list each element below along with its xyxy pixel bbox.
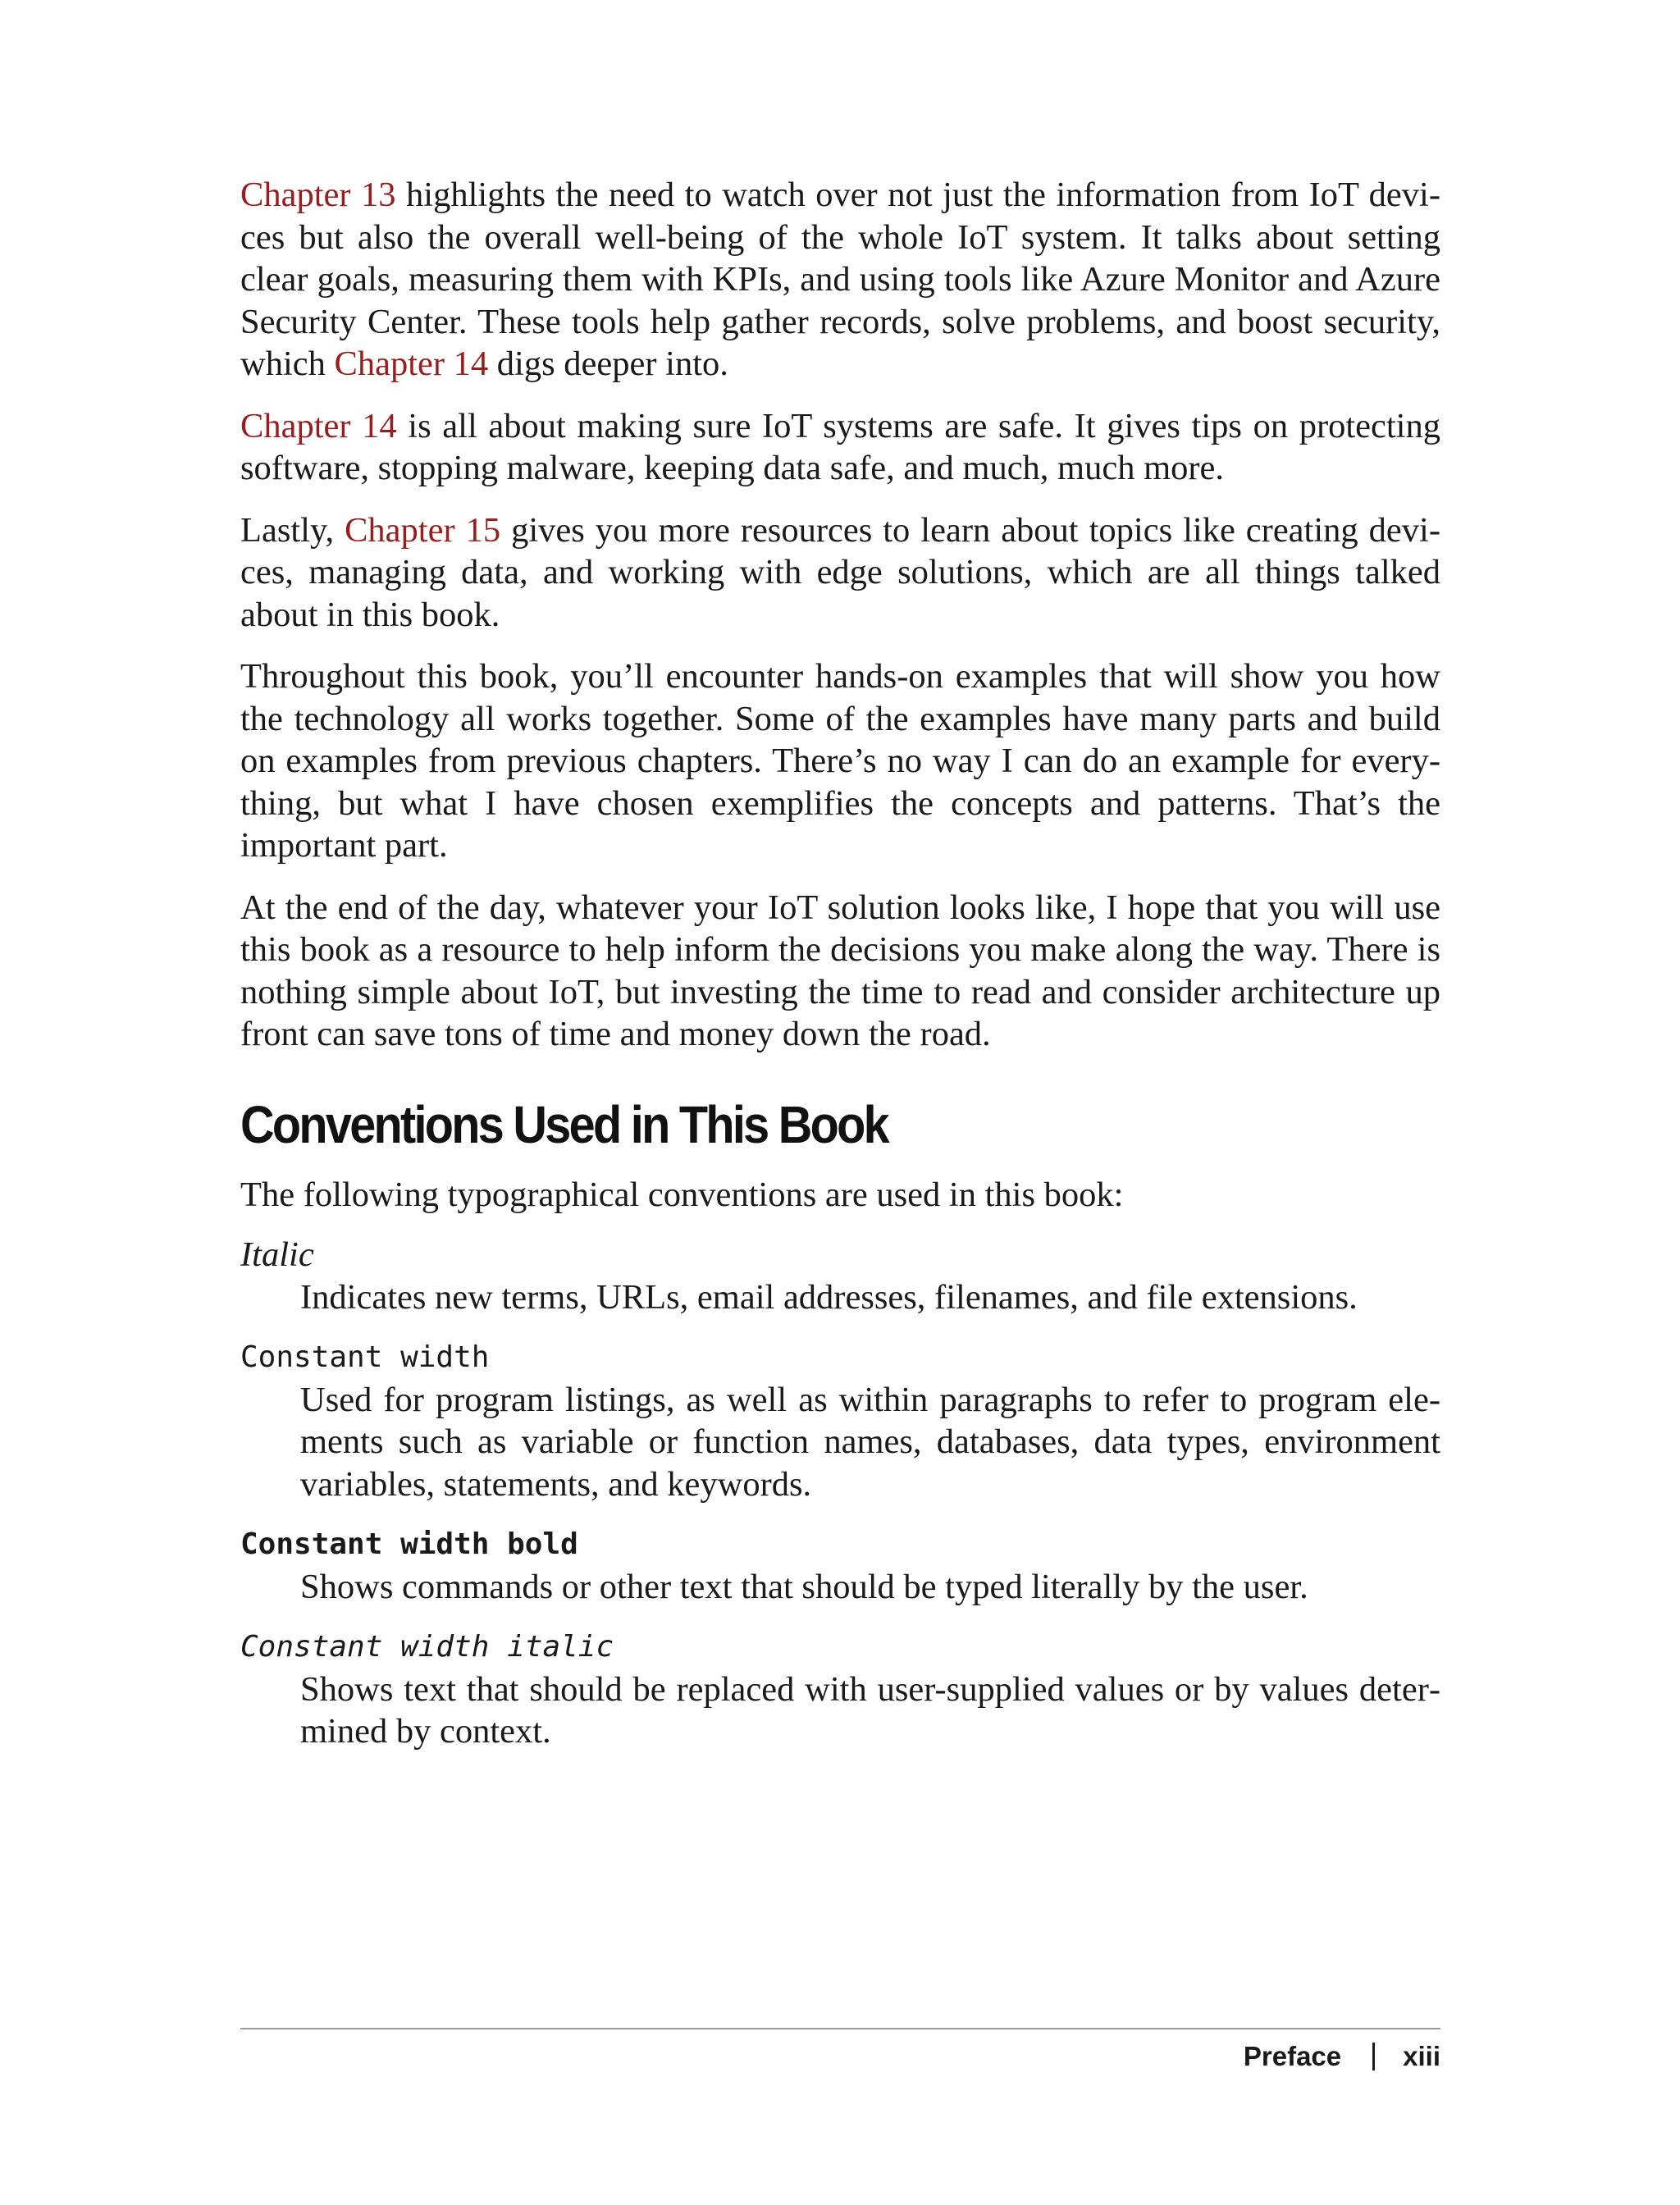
- section-heading-conventions: Conventions Used in This Book: [240, 1094, 888, 1154]
- paragraph-chapter-15: [240, 509, 1440, 637]
- paragraph-hands-on-examples: Throughout this book, you’ll encounter hands-on examples that will show you how the technology all works together. Some of the examples have many parts and build on examples from previous chapters. There’s no way I can do an example for everything, but what I have chosen exemplifies the concepts and patterns. That’s the important part.: [240, 657, 1440, 865]
- footer-separator: [1372, 2043, 1375, 2070]
- paragraph-chapter-14: [240, 405, 1440, 490]
- paragraph-chapter-13: [240, 174, 1440, 386]
- page-content: [240, 174, 1440, 1771]
- paragraph-text: highlights the need to watch over not just the information from IoT devices but also the overall well-being of the whole IoT system. It talks about setting clear goals, measuring them with KPIs, and using tools like Azure Monitor and Azure Security Center. These tools help gather records, solve problems, and boost security, which: [240, 176, 1440, 383]
- chapter-14-link[interactable]: Chapter 14: [334, 345, 489, 383]
- paragraph-text: digs deeper into.: [488, 345, 728, 383]
- paragraph-end-of-day: At the end of the day, whatever your IoT solution looks like, I hope that you will use this book as a resource to help inform the decisions you make along the way. There is nothing simple about IoT, but investing the time to read and consider architecture up front can save tons of time and money down the road.: [240, 888, 1440, 1053]
- footer-divider: [240, 2028, 1440, 2029]
- paragraph-text: gives you more resources to learn about topics like creating devices, managing data, and working with edge solutions, which are all things talked about in this book.: [240, 510, 1440, 634]
- convention-description: Shows commands or other text that should be typed literally by the user.: [300, 1567, 1308, 1606]
- page-footer: [1244, 2037, 1440, 2076]
- convention-description: Used for program listings, as well as within paragraphs to refer to program elements such as variable or function names, databases, data types, environment variables, statements, and keywords.: [300, 1380, 1440, 1504]
- paragraph-text: is all about making sure IoT systems are safe. It gives tips on protecting software, stopping malware, keeping data safe, and much, much more.: [240, 406, 1440, 487]
- convention-description: Indicates new terms, URLs, email addresses, filenames, and file extensions.: [300, 1277, 1358, 1317]
- conventions-intro: The following typographical conventions are used in this book:: [240, 1175, 1124, 1214]
- paragraph-text: Lastly,: [240, 510, 345, 550]
- footer-section-title: Preface: [1243, 2041, 1342, 2071]
- convention-term-constant-width-italic: Constant width italic: [240, 1630, 614, 1664]
- page-number: xiii: [1403, 2041, 1440, 2071]
- convention-term-constant-width-bold: Constant width bold: [240, 1527, 578, 1561]
- convention-list: [240, 1234, 1440, 1753]
- chapter-13-link[interactable]: Chapter 13: [240, 176, 396, 214]
- convention-term-constant-width: Constant width: [240, 1340, 490, 1374]
- chapter-14-link[interactable]: Chapter 14: [240, 406, 397, 445]
- convention-description: Shows text that should be replaced with user-supplied values or by values determined by context.: [300, 1669, 1440, 1751]
- convention-term-italic: Italic: [240, 1235, 314, 1274]
- chapter-15-link[interactable]: Chapter 15: [345, 510, 501, 550]
